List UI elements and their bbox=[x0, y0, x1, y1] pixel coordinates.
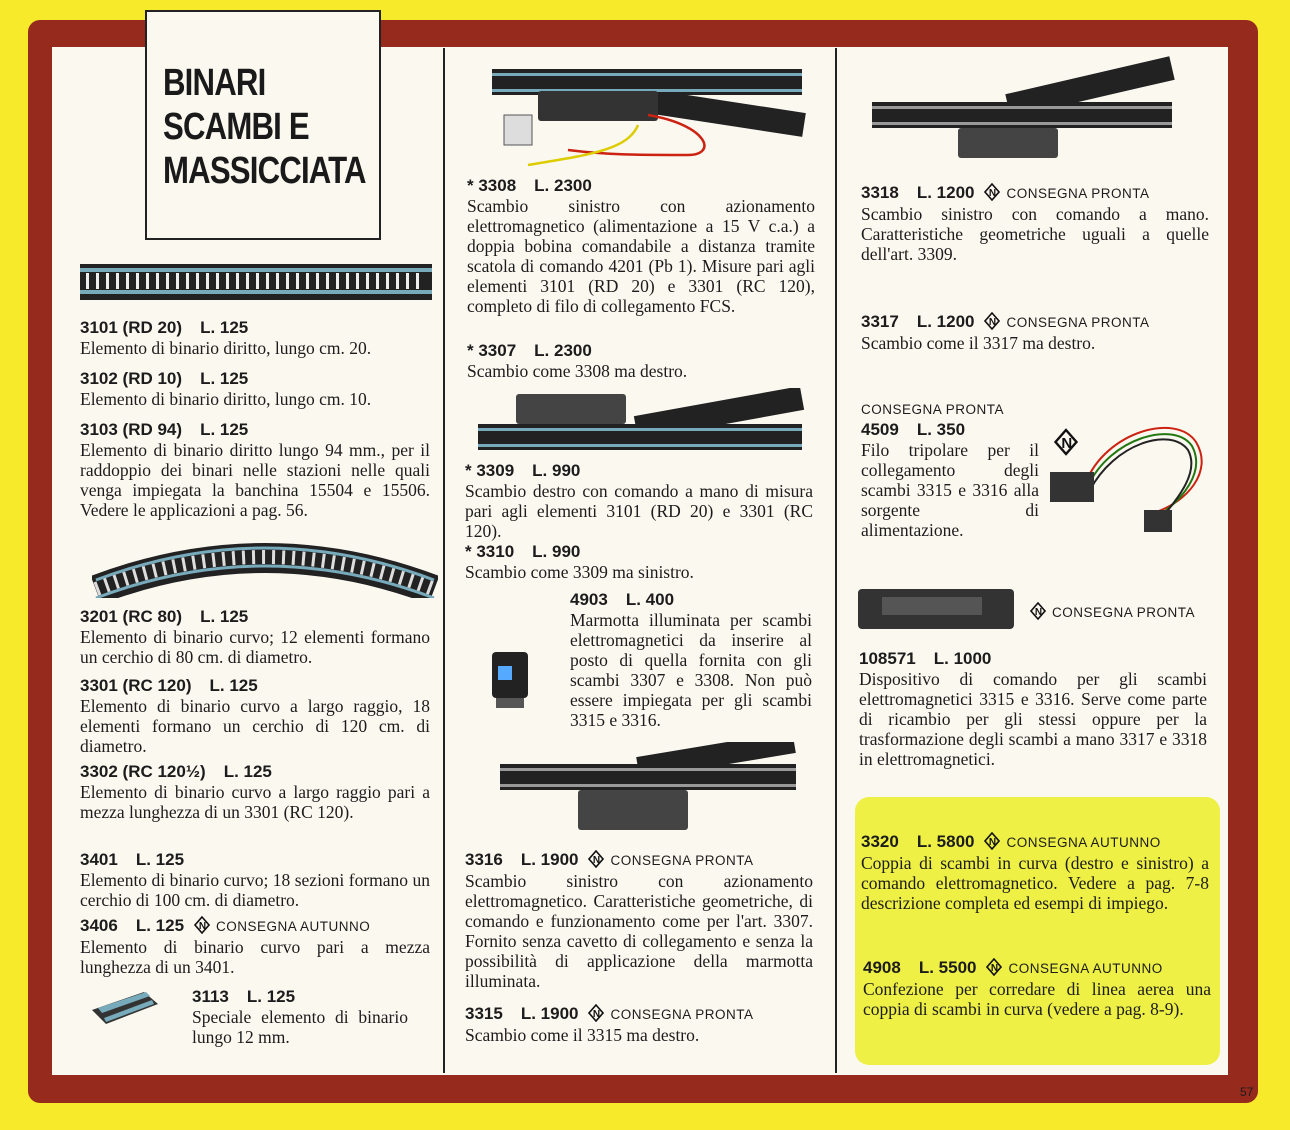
product-description: Dispositivo di comando per gli scambi elettromagnetici 3315 e 3316. Serve come parte di ricambio per gli stessi oppure per la trasformazione degli scambi a mano 3317 e 3318 in elettromagnetici. bbox=[859, 669, 1207, 769]
delivery-badge: CONSEGNA PRONTA bbox=[1006, 315, 1150, 330]
product-description: Marmotta illuminata per scambi elettromagnetici da inserire al posto di quella fornita con gli scambi 3307 e 3308. Non può essere impiegata per gli scambi 3315 e 3316. bbox=[570, 610, 812, 730]
n-scale-logo-icon bbox=[194, 916, 210, 934]
product-price: L. 125 bbox=[135, 916, 185, 935]
n-scale-logo-icon bbox=[984, 832, 1000, 850]
product-description: Elemento di binario curvo; 12 elementi formano un cerchio di 80 cm. di diametro. bbox=[80, 627, 430, 667]
lamp-4903-image bbox=[482, 644, 542, 712]
product-description: Scambio destro con comando a mano di misura pari agli elementi 3101 (RD 20) e 3301 (RC 120). bbox=[465, 481, 813, 541]
badge-108571 bbox=[1030, 602, 1220, 623]
product-code: 3317 bbox=[861, 312, 899, 331]
product-3401 bbox=[80, 850, 430, 910]
product-3310 bbox=[465, 542, 813, 582]
product-description: Speciale elemento di binario lungo 12 mm. bbox=[192, 1007, 408, 1047]
product-price: L. 1200 bbox=[916, 183, 975, 202]
cable-4509-image bbox=[1046, 412, 1216, 542]
product-3318 bbox=[861, 183, 1209, 264]
switch-3309-image bbox=[476, 388, 806, 468]
product-description: Scambio come 3309 ma sinistro. bbox=[465, 562, 694, 582]
product-description: Scambio sinistro con azionamento elettromagnetico. Caratteristiche geometriche, di comando e funzionamento come per l'art. 3307. Fornito senza cavetto di collegamento e senza la possibilità di applicazione della marmotta illuminata. bbox=[465, 871, 813, 991]
short-track-image bbox=[84, 986, 164, 1030]
product-price: L. 2300 bbox=[534, 341, 592, 360]
product-price: L. 125 bbox=[200, 420, 249, 439]
product-3101 bbox=[80, 318, 430, 358]
product-code: 4903 bbox=[570, 590, 608, 609]
product-code: 3401 bbox=[80, 850, 118, 869]
product-4509 bbox=[861, 402, 1039, 540]
product-price: L. 350 bbox=[916, 420, 966, 439]
product-description: Scambio sinistro con azionamento elettromagnetico (alimentazione a 15 V c.a.) a doppia bobina comandabile a distanza tramite scatola di comando 4201 (Pb 1). Misure pari agli elementi 3101 (RD 20) e 3301 (RC 120), completo di filo di collegamento FCS. bbox=[467, 196, 815, 316]
title-line: MASSICCIATA bbox=[163, 150, 366, 192]
product-price: L. 990 bbox=[532, 542, 581, 561]
product-3316 bbox=[465, 850, 813, 991]
title-line: BINARI bbox=[163, 62, 266, 104]
product-price: L. 5800 bbox=[916, 832, 975, 851]
product-code: 3301 (RC 120) bbox=[80, 676, 192, 695]
product-3315 bbox=[465, 1004, 813, 1045]
product-code: 3302 (RC 120½) bbox=[80, 762, 206, 781]
product-code: 3103 (RD 94) bbox=[80, 420, 183, 439]
n-scale-logo-icon bbox=[984, 312, 1000, 330]
product-3309 bbox=[465, 461, 813, 541]
product-price: L. 125 bbox=[223, 762, 272, 781]
product-108571 bbox=[859, 649, 1207, 769]
product-description: Elemento di binario diritto lungo 94 mm., per il raddoppio dei binari nelle stazioni nelle quali venga impiegata la banchina 15504 e 15506. Vedere le applicazioni a pag. 56. bbox=[80, 440, 430, 520]
product-3317 bbox=[861, 312, 1209, 353]
product-3103 bbox=[80, 420, 430, 520]
product-price: L. 400 bbox=[625, 590, 675, 609]
product-code: 108571 bbox=[859, 649, 916, 668]
product-3302 bbox=[80, 762, 430, 822]
product-code: 3318 bbox=[861, 183, 899, 202]
product-code: 3320 bbox=[861, 832, 899, 851]
product-description: Scambio come il 3315 ma destro. bbox=[465, 1025, 700, 1045]
delivery-badge: CONSEGNA PRONTA bbox=[861, 402, 1005, 417]
delivery-badge: CONSEGNA AUTUNNO bbox=[216, 919, 371, 934]
product-code: 3406 bbox=[80, 916, 118, 935]
product-3308 bbox=[467, 176, 815, 316]
product-price: L. 125 bbox=[135, 850, 185, 869]
product-price: L. 125 bbox=[200, 607, 249, 626]
product-4908 bbox=[863, 958, 1211, 1019]
page-number: 57 bbox=[1240, 1085, 1254, 1099]
product-description: Scambio come il 3317 ma destro. bbox=[861, 333, 1096, 353]
product-price: L. 125 bbox=[209, 676, 258, 695]
delivery-badge: CONSEGNA PRONTA bbox=[610, 853, 754, 868]
delivery-badge: CONSEGNA PRONTA bbox=[610, 1007, 754, 1022]
product-code: 4908 bbox=[863, 958, 901, 977]
product-description: Confezione per corredare di linea aerea una coppia di scambi in curva (vedere a pag. 8-9). bbox=[863, 979, 1211, 1019]
product-3301 bbox=[80, 676, 430, 756]
straight-track-image bbox=[78, 258, 434, 306]
product-description: Scambio come 3308 ma destro. bbox=[467, 361, 688, 381]
product-code: * 3307 bbox=[467, 341, 517, 360]
product-price: L. 1200 bbox=[916, 312, 975, 331]
product-code: 3315 bbox=[465, 1004, 503, 1023]
column-divider bbox=[443, 48, 445, 1073]
switch-3308-image bbox=[488, 55, 814, 175]
title-line: SCAMBI E bbox=[163, 106, 309, 148]
product-3201 bbox=[80, 607, 430, 667]
product-code: 3113 bbox=[192, 987, 229, 1006]
title-box bbox=[145, 10, 381, 240]
control-108571-image bbox=[852, 585, 1022, 633]
product-price: L. 125 bbox=[246, 987, 296, 1006]
product-price: L. 5500 bbox=[918, 958, 977, 977]
product-code: 3316 bbox=[465, 850, 503, 869]
product-code: 4509 bbox=[861, 420, 899, 439]
product-code: 3101 (RD 20) bbox=[80, 318, 183, 337]
column-divider bbox=[835, 48, 837, 1073]
product-price: L. 125 bbox=[200, 369, 249, 388]
product-code: 3102 (RD 10) bbox=[80, 369, 183, 388]
curved-track-image bbox=[92, 532, 438, 598]
delivery-badge: CONSEGNA AUTUNNO bbox=[1008, 961, 1163, 976]
delivery-badge: CONSEGNA PRONTA bbox=[1052, 605, 1196, 620]
product-price: L. 125 bbox=[200, 318, 249, 337]
product-code: 3201 (RC 80) bbox=[80, 607, 183, 626]
switch-3316-image bbox=[498, 742, 798, 834]
product-3307 bbox=[467, 341, 815, 381]
n-scale-logo-icon bbox=[984, 183, 1000, 201]
product-price: L. 2300 bbox=[534, 176, 592, 195]
product-description: Elemento di binario curvo a largo raggio pari a mezza lunghezza di un 3301 (RC 120). bbox=[80, 782, 430, 822]
product-description: Elemento di binario diritto, lungo cm. 20. bbox=[80, 338, 372, 358]
product-description: Coppia di scambi in curva (destro e sinistro) a comando elettromagnetico. Vedere a pag. 7-8 descrizione completa ed esempi di impiego. bbox=[861, 853, 1209, 913]
product-description: Elemento di binario curvo a largo raggio, 18 elementi formano un cerchio di 120 cm. di diametro. bbox=[80, 696, 430, 756]
product-price: L. 990 bbox=[532, 461, 581, 480]
product-description: Elemento di binario curvo; 18 sezioni formano un cerchio di 100 cm. di diametro. bbox=[80, 870, 430, 910]
product-description: Elemento di binario diritto, lungo cm. 10. bbox=[80, 389, 372, 409]
product-price: L. 1000 bbox=[933, 649, 992, 668]
product-description: Scambio sinistro con comando a mano. Caratteristiche geometriche uguali a quelle dell'art. 3309. bbox=[861, 204, 1209, 264]
n-scale-logo-icon bbox=[588, 850, 604, 868]
product-3113 bbox=[192, 987, 408, 1047]
product-4903 bbox=[570, 590, 812, 730]
product-3406 bbox=[80, 916, 430, 977]
product-3320 bbox=[861, 832, 1209, 913]
product-price: L. 1900 bbox=[520, 1004, 579, 1023]
product-code: * 3310 bbox=[465, 542, 515, 561]
product-3102 bbox=[80, 369, 430, 409]
product-price: L. 1900 bbox=[520, 850, 579, 869]
n-scale-logo-icon bbox=[1030, 602, 1046, 620]
product-description: Elemento di binario curvo pari a mezza lunghezza di un 3401. bbox=[80, 937, 430, 977]
product-code: * 3309 bbox=[465, 461, 515, 480]
switch-3318-image bbox=[868, 52, 1176, 162]
delivery-badge: CONSEGNA AUTUNNO bbox=[1006, 835, 1161, 850]
delivery-badge: CONSEGNA PRONTA bbox=[1006, 186, 1150, 201]
product-code: * 3308 bbox=[467, 176, 517, 195]
n-scale-logo-icon bbox=[588, 1004, 604, 1022]
n-scale-logo-icon bbox=[986, 958, 1002, 976]
product-description: Filo tripolare per il collegamento degli scambi 3315 e 3316 alla sorgente di alimentazione. bbox=[861, 440, 1039, 540]
